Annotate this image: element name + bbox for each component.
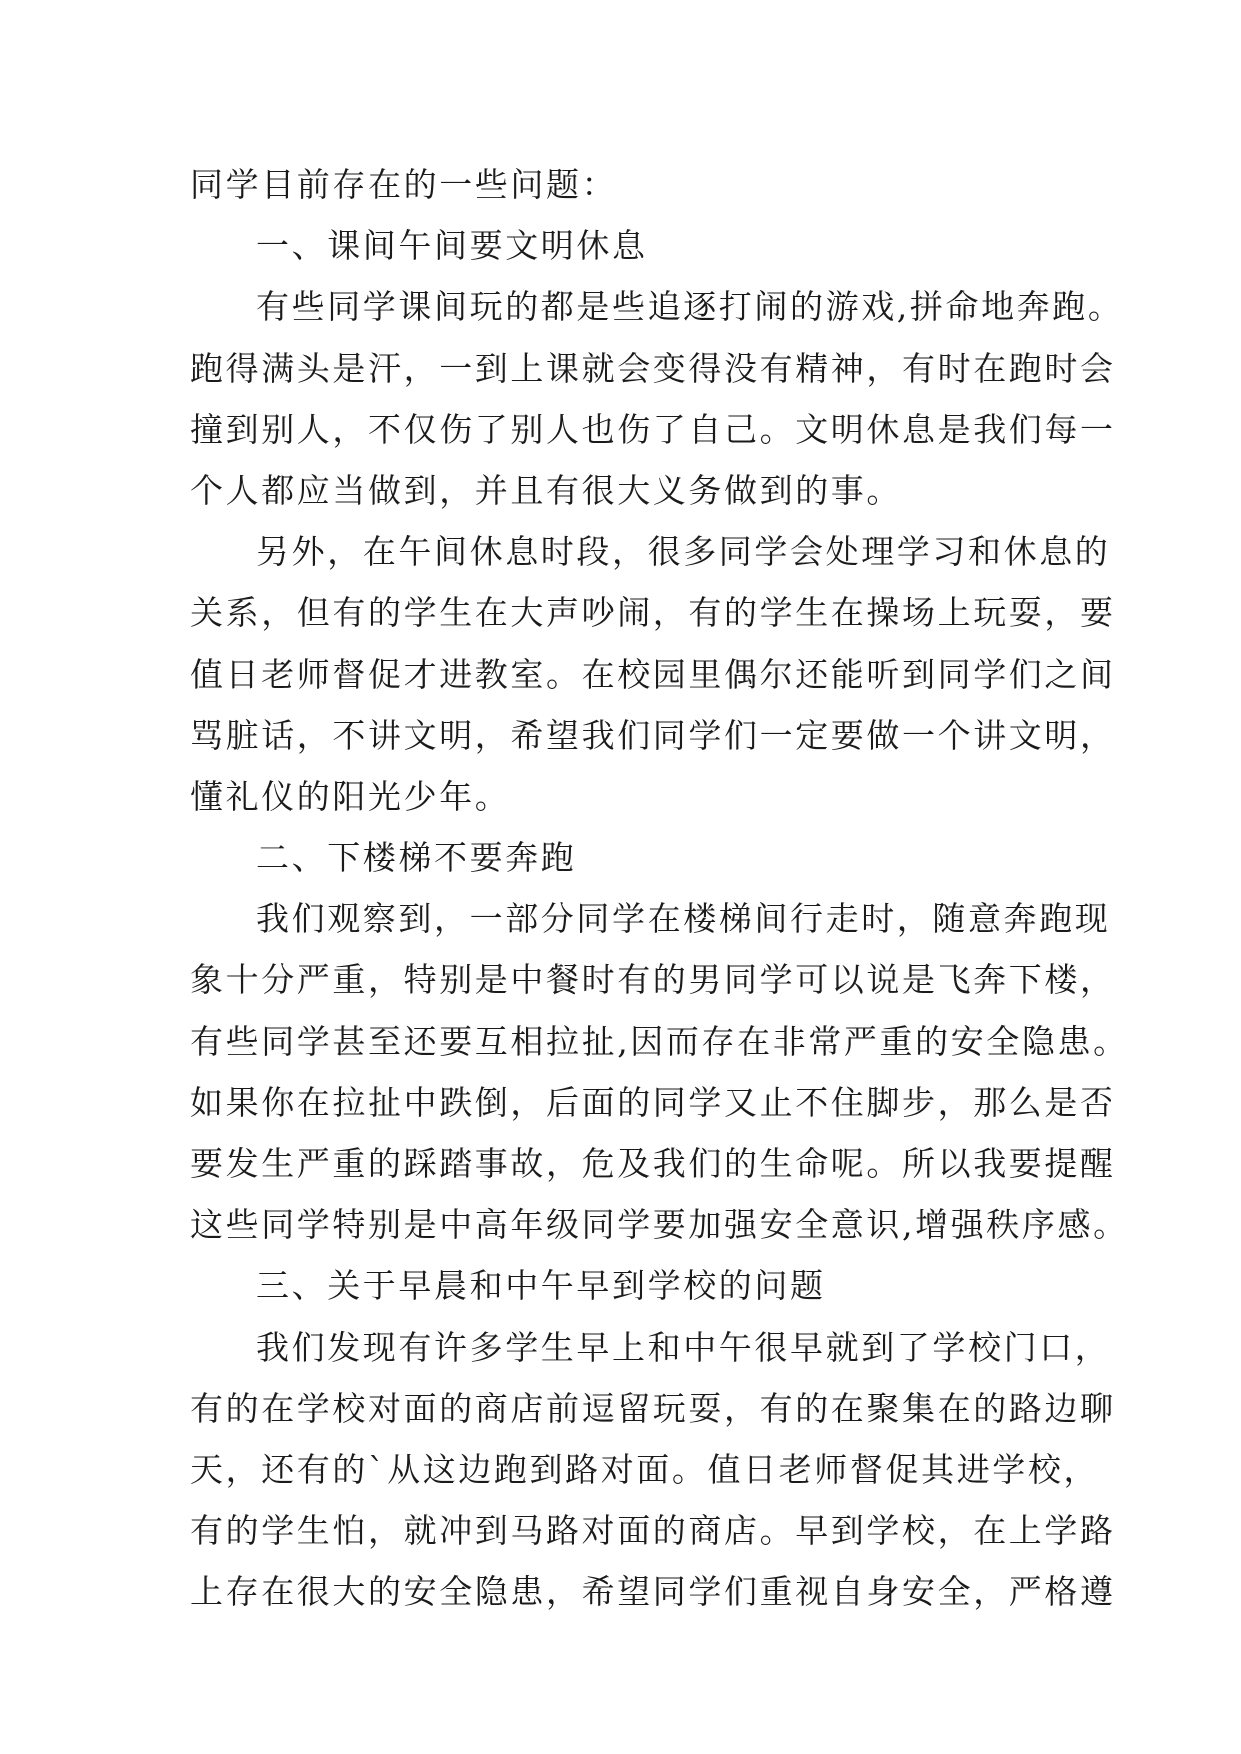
text-line: 我们发现有许多学生早上和中午很早就到了学校门口， [256, 1327, 1111, 1367]
text-line: 跑得满头是汗，一到上课就会变得没有精神，有时在跑时会 [190, 348, 1116, 388]
text-line: 我们观察到，一部分同学在楼梯间行走时，随意奔跑现 [256, 899, 1111, 939]
section-heading: 二、下楼梯不要奔跑 [256, 838, 577, 878]
text-line: 上存在很大的安全隐患，希望同学们重视自身安全，严格遵 [190, 1572, 1116, 1612]
text-line: 象十分严重，特别是中餐时有的男同学可以说是飞奔下楼， [190, 960, 1116, 1000]
text-line: 同学目前存在的一些问题： [190, 165, 618, 204]
text-line: 有的在学校对面的商店前逗留玩耍，有的在聚集在的路边聊 [190, 1388, 1116, 1428]
text-line: 懂礼仪的阳光少年。 [190, 776, 511, 816]
text-line: 关系，但有的学生在大声吵闹，有的学生在操场上玩耍，要 [190, 593, 1116, 633]
text-line: 如果你在拉扯中跌倒，后面的同学又止不住脚步，那么是否 [190, 1082, 1116, 1122]
text-line: 有些同学甚至还要互相拉扯,因而存在非常严重的安全隐患。 [190, 1021, 1129, 1061]
document-body [190, 154, 1129, 1623]
text-line: 值日老师督促才进教室。在校园里偶尔还能听到同学们之间 [190, 654, 1116, 694]
text-line: 要发生严重的踩踏事故，危及我们的生命呢。所以我要提醒 [190, 1144, 1116, 1183]
text-line: 另外，在午间休息时段，很多同学会处理学习和休息的 [256, 532, 1111, 572]
section-heading: 三、关于早晨和中午早到学校的问题 [256, 1266, 826, 1306]
text-line: 撞到别人，不仅伤了别人也伤了自己。文明休息是我们每一 [190, 409, 1116, 449]
text-line: 有些同学课间玩的都是些追逐打闹的游戏,拼命地奔跑。 [256, 287, 1124, 327]
text-line: 骂脏话，不讲文明，希望我们同学们一定要做一个讲文明， [190, 715, 1116, 755]
text-line: 这些同学特别是中高年级同学要加强安全意识,增强秩序感。 [190, 1205, 1129, 1245]
section-heading: 一、课间午间要文明休息 [256, 226, 648, 266]
text-line: 个人都应当做到，并且有很大义务做到的事。 [190, 470, 902, 510]
text-line: 有的学生怕，就冲到马路对面的商店。早到学校，在上学路 [190, 1511, 1116, 1551]
text-line: 天，还有的`从这边跑到路对面。值日老师督促其进学校， [190, 1449, 1100, 1489]
